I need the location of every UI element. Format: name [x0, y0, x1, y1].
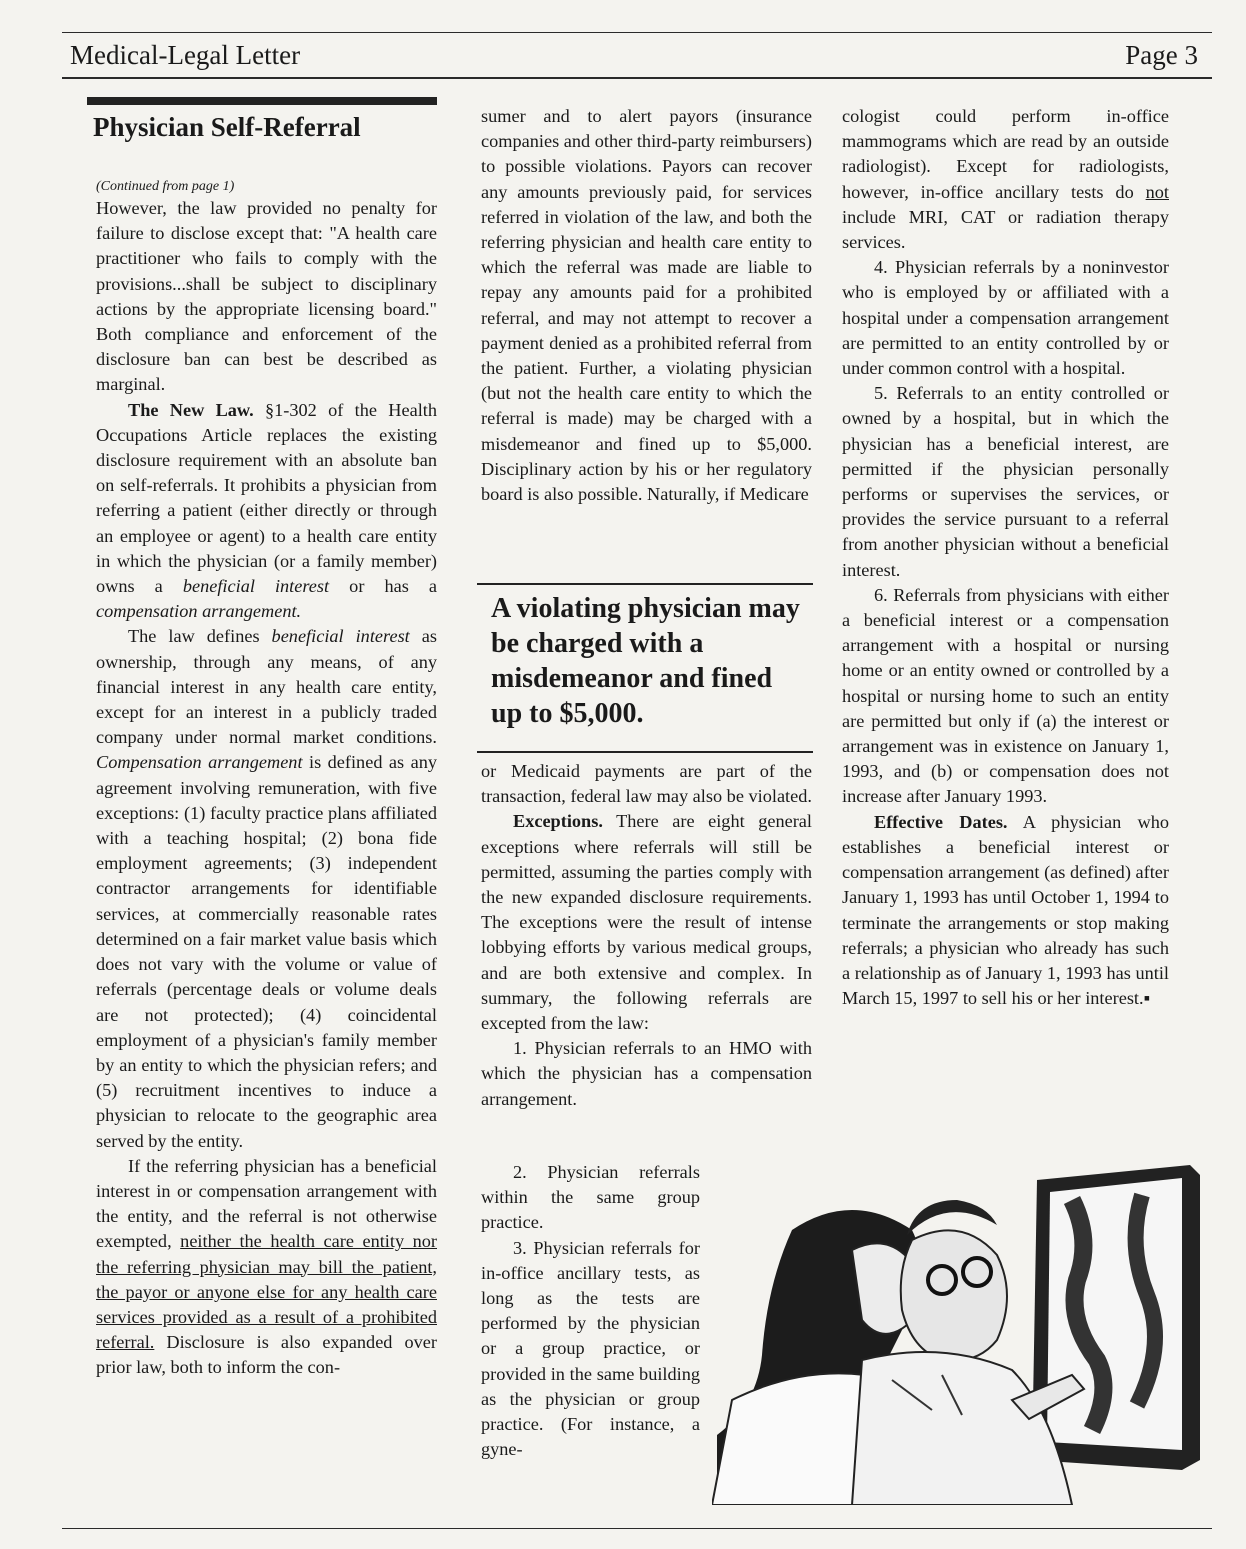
paragraph: 2. Physician referrals within the same group practice. [481, 1162, 700, 1233]
header-top-rule [62, 32, 1212, 33]
paragraph: Effective Dates. A physician who establishes a beneficial interest or compensation arrangement (as defined) after January 1, 1993 has until October 1, 1994 to terminate the arrangements or stop making referrals; a physician who already has such a relationship as of January 1, 1993 has until March 15, 1997 to sell his or her interest.▪ [842, 811, 1169, 1009]
paragraph: The New Law. §1-302 of the Health Occupations Article replaces the existing disclosure requirement with an absolute ban on self-referrals. It prohibits a physician from referring a patient (either directly or through an employee or agent) to a health care entity in which the physician (or a family member) owns a beneficial interest or has a compensation arrangement. [96, 399, 437, 622]
column-3 [842, 104, 1169, 1011]
paragraph: cologist could perform in-office mammograms which are read by an outside radiologist). Except for radiologists, however, in-office ancillary tests do not include MRI, CAT or radiation therapy services. [842, 106, 1169, 253]
column-1 [96, 178, 437, 1381]
footer-rule [62, 1528, 1212, 1529]
page-number: Page 3 [1125, 40, 1198, 70]
column-2-top [481, 104, 812, 507]
column-2-narrow [481, 1160, 700, 1462]
paragraph: 5. Referrals to an entity controlled or owned by a hospital, but in which the physician has a beneficial interest, are permitted if the physician personally performs or supervises the services, or provides the service pursuant to a referral from another physician without a beneficial interest. [842, 383, 1169, 580]
doctors-xray-illustration [712, 1160, 1202, 1505]
continued-note: (Continued from page 1) [96, 179, 235, 194]
paragraph: If the referring physician has a beneficial interest in or compensation arrangement with the entity, and the referral is not otherwise exempted, neither the health care entity nor the referring physician may bill the patient, the payor or anyone else for any health care services provided as a result of a prohibited referral. Disclosure is also expanded over prior law, both to inform the con- [96, 1155, 437, 1378]
run-in-heading: The New Law. [128, 399, 254, 420]
pull-quote-text: A violating physician may be charged with a misdemeanor and fined up to $5,000. [491, 593, 800, 729]
paragraph: The law defines beneficial interest as ownership, through any means, of any financial interest in any health care entity, except for an interest in a publicly traded company under normal market conditions. Compensation arrangement is defined as any agreement involving remuneration, with five exceptions: (1) faculty practice plans affiliated with a teaching hospital; (2) bona fide employment agreements; (3) independent contractor arrangements for identifiable services, at commercially reasonable rates determined on a fair market value basis which does not vary with the volume or value of referrals (percentage deals or volume deals are not protected); (4) coincidental employment of a physician's family member by an entity to which the physician refers; and (5) recruitment incentives to induce a physician to relocate to the geographic area served by the entity. [96, 626, 437, 1151]
paragraph: However, the law provided no penalty for failure to disclose except that: "A health care practitioner who fails to comply with the provisions...shall be subject to disciplinary actions by the appropriate licensing board." Both compliance and enforcement of the disclosure ban can best be described as marginal. [96, 198, 437, 395]
paragraph: 1. Physician referrals to an HMO with which the physician has a compensation arrangement. [481, 1038, 812, 1109]
paragraph: Exceptions. There are eight general exceptions where referrals will still be permitted, assuming the parties comply with the new expanded disclosure requirements. The exceptions were the result of intense lobbying efforts by various medical groups, and are both extensive and complex. In summary, the following referrals are excepted from the law: [481, 811, 812, 1034]
column-2-bottom [481, 759, 812, 1112]
header-bottom-rule [62, 77, 1212, 79]
publication-name: Medical-Legal Letter [70, 40, 301, 70]
paragraph: 6. Referrals from physicians with either a beneficial interest or a compensation arrangement with a hospital or nursing home or an entity owned or controlled by a hospital or nursing home to such an entity are permitted but only if (a) the interest or arrangement was in existence on January 1, 1993, and (b) or compensation does not increase after January 1993. [842, 584, 1169, 807]
run-in-heading: Exceptions. [513, 811, 603, 832]
run-in-heading: Effective Dates. [874, 811, 1008, 832]
article-title: Physician Self-Referral [93, 112, 361, 142]
paragraph: 3. Physician referrals for in-office ancillary tests, as long as the tests are performed by the physician or a group practice, or provided in the same building as the physician or group practice. (For instance, a gyne- [481, 1237, 700, 1460]
end-mark-icon: ▪ [1143, 988, 1151, 1009]
pull-quote [477, 583, 813, 753]
title-bar [87, 97, 437, 105]
paragraph: or Medicaid payments are part of the transaction, federal law may also be violated. [481, 761, 812, 807]
paragraph: 4. Physician referrals by a noninvestor who is employed by or affiliated with a hospital under a compensation arrangement are permitted to an entity controlled by or under common control with a hospital. [842, 257, 1169, 379]
paragraph: sumer and to alert payors (insurance companies and other third-party reimbursers) to possible violations. Payors can recover any amounts previously paid, for services referred in violation of the law, and both the referring physician and health care entity to which the referral was made are liable to repay any amounts paid for a prohibited referral, and may not attempt to recover a payment denied as a prohibited referral from the patient. Further, a violating physician (but not the health care entity to which the referral is made) may be charged with a misdemeanor and fined up to $5,000. Disciplinary action by his or her regulatory board is also possible. Naturally, if Medicare [481, 106, 812, 505]
